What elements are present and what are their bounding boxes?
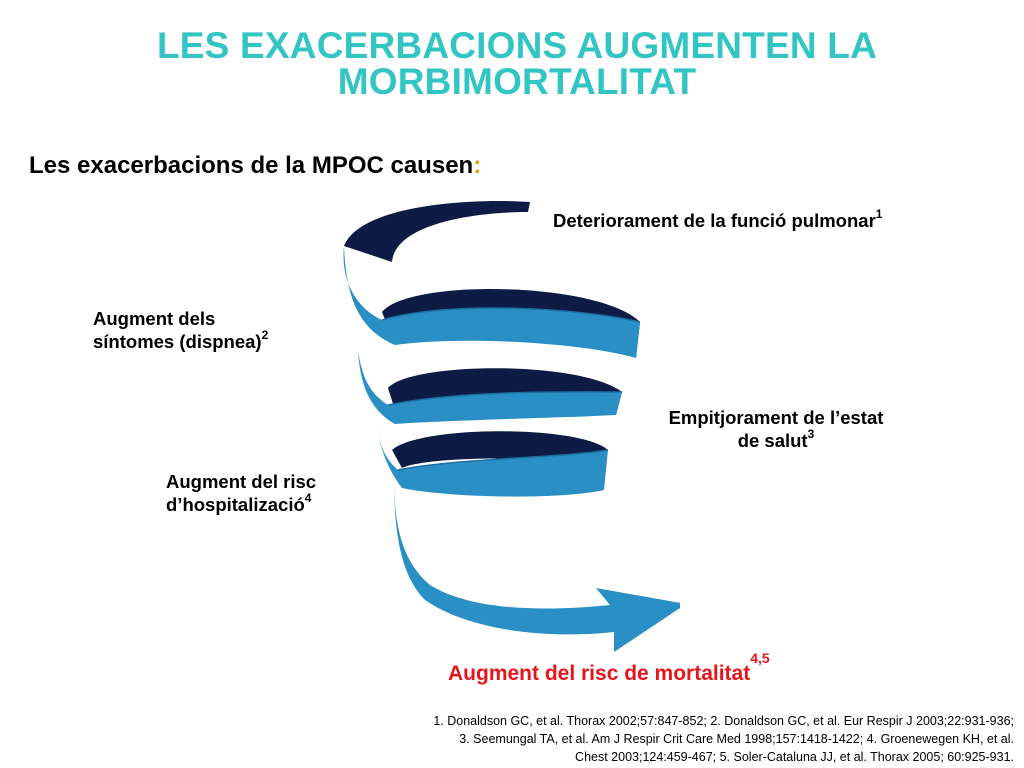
label-sintomes xyxy=(93,307,268,353)
label-deteriorament-ref: 1 xyxy=(875,206,883,221)
subtitle-text: Les exacerbacions de la MPOC causen xyxy=(29,152,474,179)
references xyxy=(433,712,1014,766)
label-empitjorament-ref: 3 xyxy=(807,426,815,441)
label-mortalitat xyxy=(448,650,770,685)
spiral-arrow-graphic xyxy=(330,195,680,655)
spiral-tail-arrow xyxy=(394,478,680,652)
spiral-back-1 xyxy=(344,201,530,262)
label-hospitalitzacio-ref: 4 xyxy=(304,490,312,505)
label-empitjorament xyxy=(641,406,911,452)
label-mortalitat-ref: 4,5 xyxy=(750,650,770,666)
slide-subtitle xyxy=(29,152,481,180)
reference-line-3: Chest 2003;124:459-467; 5. Soler-Cataluna JJ, et al. Thorax 2005; 60:925-931. xyxy=(575,750,1014,764)
label-sintomes-line2: síntomes (dispnea) xyxy=(93,331,262,352)
label-empitjorament-line1: Empitjorament de l’estat xyxy=(668,407,884,428)
subtitle-colon: : xyxy=(473,152,482,179)
label-empitjorament-line2: de salut xyxy=(737,430,808,451)
label-hospitalitzacio-line2: d’hospitalizació xyxy=(166,494,305,515)
reference-line-1: 1. Donaldson GC, et al. Thorax 2002;57:847-852; 2. Donaldson GC, et al. Eur Respir J 2003;22:931-936; xyxy=(433,714,1014,728)
label-hospitalitzacio-line1: Augment del risc xyxy=(166,471,317,492)
reference-line-2: 3. Seemungal TA, et al. Am J Respir Crit Care Med 1998;157:1418-1422; 4. Groenewegen KH, et al. xyxy=(459,732,1014,746)
label-sintomes-ref: 2 xyxy=(261,327,269,342)
slide-title-line2: MORBIMORTALITAT xyxy=(337,61,697,102)
slide-title-line1: LES EXACERBACIONS AUGMENTEN LA xyxy=(156,25,877,66)
slide-title xyxy=(0,25,1024,102)
label-sintomes-line1: Augment dels xyxy=(93,308,216,329)
label-deteriorament-text: Deteriorament de la funció pulmonar xyxy=(553,210,876,231)
label-deteriorament xyxy=(553,206,883,232)
label-hospitalitzacio xyxy=(166,470,316,516)
label-mortalitat-text: Augment del risc de mortalitat xyxy=(448,662,751,685)
